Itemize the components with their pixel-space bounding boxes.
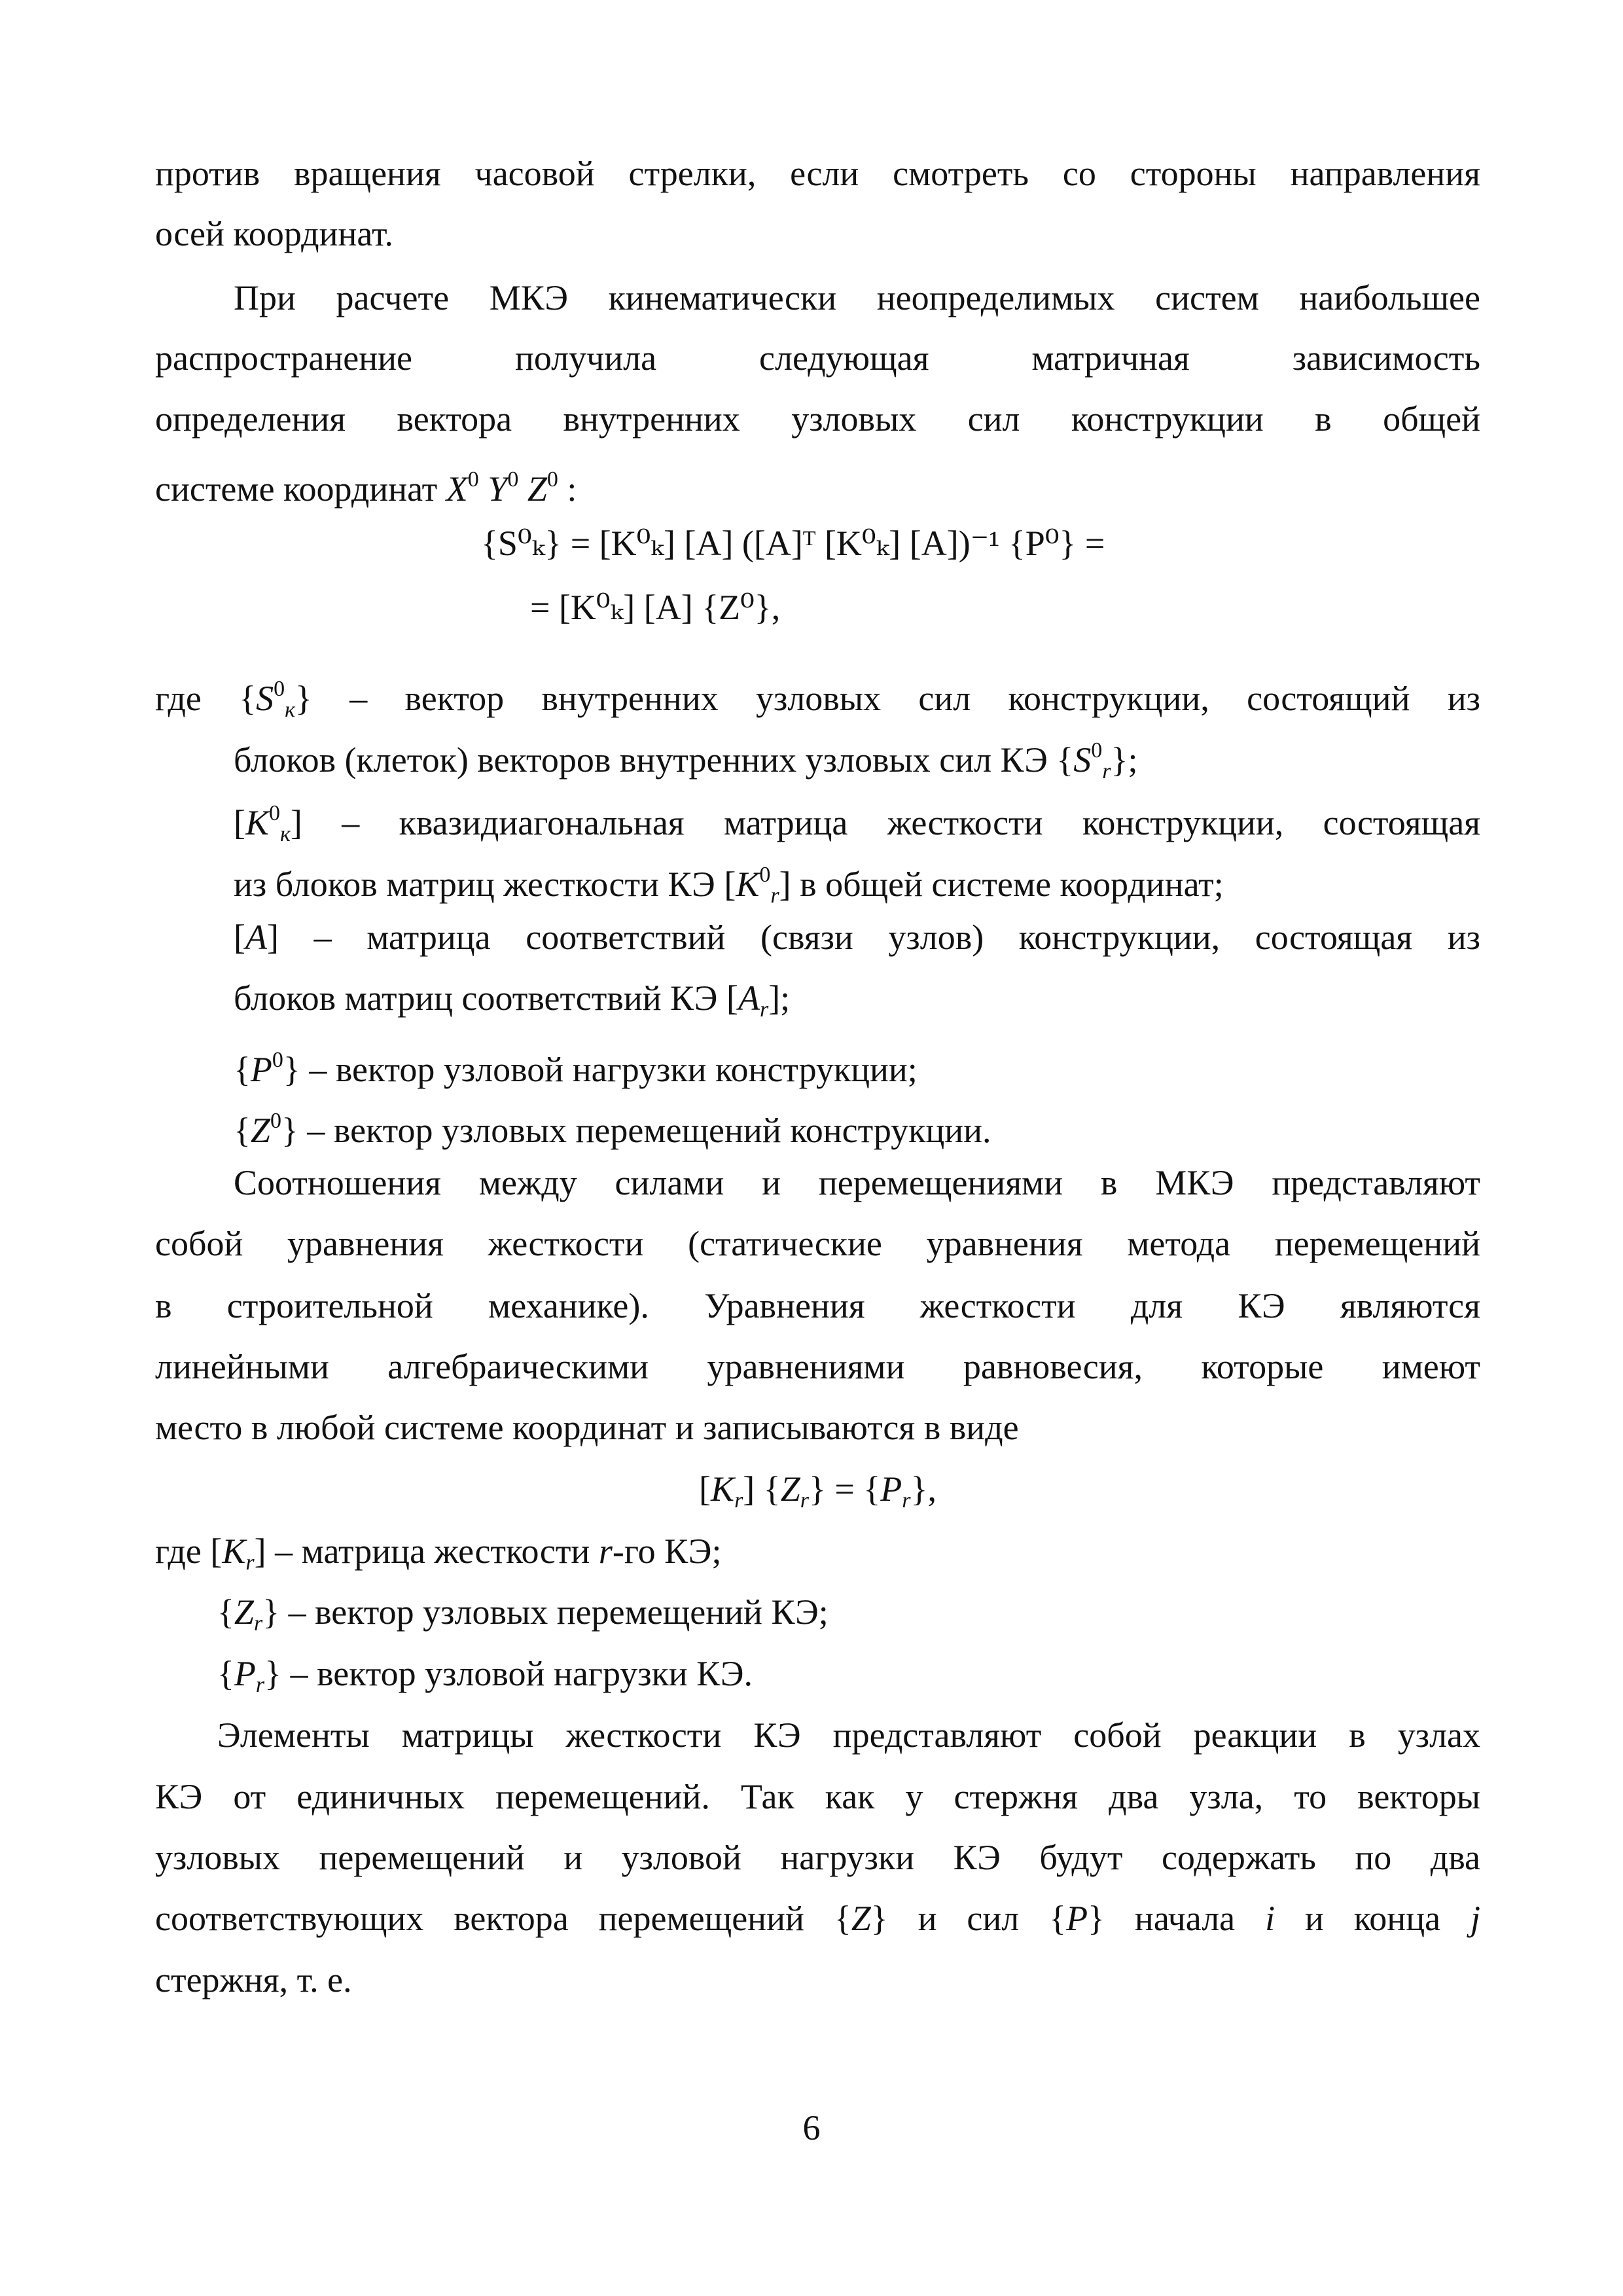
text-line: где $[K_r]$ – матрица жесткости r-го КЭ;: [155, 1532, 722, 1575]
text-line: $\{P^0\}$ – вектор узловой нагрузки конструкции;: [234, 1048, 918, 1089]
text-line: [A] – матрица соответствий (связи узлов) конструкции, состоящая из: [234, 918, 1480, 957]
text-line: $\{Z^0\}$ – вектор узловых перемещений конструкции.: [234, 1109, 991, 1150]
equation-line-2: = [K⁰ₖ] [A] {Z⁰},: [530, 588, 781, 627]
text-line: блоков матриц соответствий КЭ $[A_r]$;: [234, 978, 791, 1022]
text-line: Соотношения между силами и перемещениями в МКЭ представляют: [234, 1163, 1480, 1202]
text-line: КЭ от единичных перемещений. Так как у стержня два узла, то векторы: [155, 1777, 1480, 1816]
text-line: соответствующих вектора перемещений {Z} и сил {P} начала i и конца j: [155, 1899, 1480, 1938]
text-line: линейными алгебраическими уравнениями равновесия, которые имеют: [155, 1347, 1480, 1386]
text-line: из блоков матриц жесткости КЭ $[K^0_r]$ в общей системе координат;: [234, 863, 1224, 908]
text-line: определения вектора внутренних узловых сил конструкции в общей: [155, 399, 1480, 439]
text-line: осей координат.: [155, 214, 393, 253]
text-line: системе координат $X^0$ $Y^0$ $Z^0$ :: [155, 467, 577, 509]
text-line: Элементы матрицы жесткости КЭ представляют собой реакции в узлах: [217, 1715, 1480, 1755]
text-line: $\{Z_r\}$ – вектор узловых перемещений КЭ;: [217, 1592, 829, 1636]
text-line: распространение получила следующая матричная зависимость: [155, 338, 1480, 378]
text-line: стержня, т. е.: [155, 1960, 352, 2000]
text-line: собой уравнения жесткости (статические уравнения метода перемещений: [155, 1224, 1480, 1263]
text-line: $\{P_r\}$ – вектор узловой нагрузки КЭ.: [217, 1654, 753, 1697]
text-line: $[K^0_к]$ – квазидиагональная матрица жесткости конструкции, состоящая: [234, 801, 1480, 846]
text-line: узловых перемещений и узловой нагрузки КЭ будут содержать по два: [155, 1838, 1480, 1877]
text-line: где $\{S^0_к\}$ – вектор внутренних узловых сил конструкции, состоящий из: [155, 677, 1480, 722]
text-line: место в любой системе координат и записываются в виде: [155, 1408, 1019, 1447]
equation-stiffness: $[K_r] \{Z_r\} = \{P_r\}$,: [699, 1469, 936, 1513]
text-line: против вращения часовой стрелки, если смотреть со стороны направления: [155, 154, 1480, 193]
page-number: 6: [802, 2108, 821, 2147]
equation-line-1: {S⁰ₖ} = [K⁰ₖ] [A] ([A]ᵀ [K⁰ₖ] [A])⁻¹ {P⁰} =: [481, 524, 1105, 563]
text-line: блоков (клеток) векторов внутренних узловых сил КЭ $\{S^0_r\}$;: [234, 738, 1138, 783]
text-line: в строительной механике). Уравнения жесткости для КЭ являются: [155, 1286, 1480, 1325]
text-line: При расчете МКЭ кинематически неопределимых систем наибольшее: [234, 278, 1480, 317]
